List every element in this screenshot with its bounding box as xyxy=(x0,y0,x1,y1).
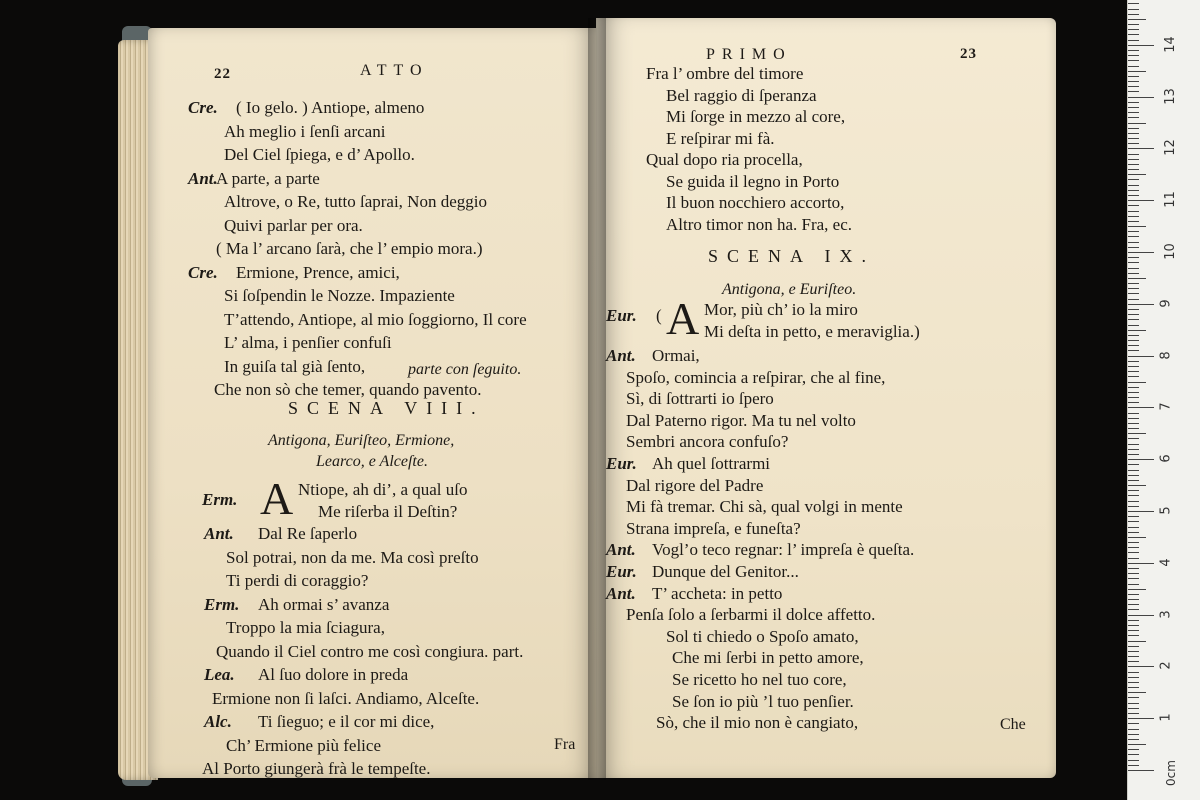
ruler-tick xyxy=(1128,123,1146,124)
verse-line: Sol ti chiedo o Spoſo amato, xyxy=(666,626,859,646)
verse-line: Troppo la mia ſciagura, xyxy=(226,618,385,637)
verse-line: ( Ma l’ arcano ſarà, che l’ empio mora.) xyxy=(216,239,483,258)
ruler-number: 13 xyxy=(1162,87,1178,105)
verse-line: Del Ciel ſpiega, e d’ Apollo. xyxy=(224,145,415,164)
ruler-tick xyxy=(1128,635,1139,636)
ruler-tick xyxy=(1128,309,1139,310)
ruler-tick xyxy=(1128,501,1139,502)
verse-line: Mi ſorge in mezzo al core, xyxy=(666,107,846,126)
ruler-tick xyxy=(1128,641,1146,642)
ruler-tick xyxy=(1128,770,1154,771)
ruler-tick xyxy=(1128,527,1139,528)
verse-line: L’ alma, i penſier confuſi xyxy=(224,333,392,352)
ruler-tick xyxy=(1128,692,1146,693)
speaker-label: Erm. xyxy=(202,490,238,509)
speaker-label: Cre. xyxy=(188,262,218,282)
ruler-tick xyxy=(1128,459,1154,460)
ruler-tick xyxy=(1128,708,1139,709)
verse-line: Qual dopo ria procella, xyxy=(646,150,803,169)
ruler-number: 3 xyxy=(1158,609,1174,619)
ruler-tick xyxy=(1128,143,1139,144)
verse-line: Se ſon io più ’l tuo penſier. xyxy=(672,691,854,711)
ruler-tick xyxy=(1128,485,1146,486)
verse-line: Bel raggio di ſperanza xyxy=(666,85,817,105)
ruler-tick xyxy=(1128,257,1139,258)
ruler-tick xyxy=(1128,589,1146,590)
ruler-tick xyxy=(1128,231,1139,232)
ruler-tick xyxy=(1128,154,1139,155)
measuring-ruler xyxy=(1127,0,1200,800)
ruler-tick xyxy=(1128,433,1146,434)
verse-line: Se guida il legno in Porto xyxy=(666,171,840,191)
ruler-tick xyxy=(1128,537,1146,538)
ruler-number: 7 xyxy=(1158,402,1174,412)
ruler-tick xyxy=(1128,211,1139,212)
ruler-tick xyxy=(1128,252,1154,253)
verse-line: E reſpirar mi fà. xyxy=(666,128,775,148)
verse-line: Sì, di ſottrarti io ſpero xyxy=(626,389,774,409)
ruler-number: 14 xyxy=(1162,36,1178,53)
scene-heading: SCENA VIII. xyxy=(288,398,485,418)
ruler-tick xyxy=(1128,60,1139,61)
ruler-number: 12 xyxy=(1162,139,1178,157)
ruler-tick xyxy=(1128,438,1139,439)
ruler-tick xyxy=(1128,9,1139,10)
verse-line: Penſa ſolo a ſerbarmi il dolce affetto. xyxy=(626,605,876,625)
ruler-tick xyxy=(1128,340,1139,341)
verse-line: Al Porto giungerà frà le tempeſte. xyxy=(202,759,431,778)
ruler-tick xyxy=(1128,749,1139,750)
verse-line: Il buon nocchiero accorto, xyxy=(666,193,845,212)
ruler-tick xyxy=(1128,24,1139,25)
ruler-tick xyxy=(1128,397,1139,398)
ruler-tick xyxy=(1128,542,1139,543)
ruler-tick xyxy=(1128,350,1139,351)
ruler-tick xyxy=(1128,516,1139,517)
speaker-label: Ant. xyxy=(204,524,234,543)
ruler-tick xyxy=(1128,288,1139,289)
ruler-tick xyxy=(1128,278,1146,279)
cast-list: Antigona, Euriſteo, Ermione, xyxy=(268,432,455,449)
book-gutter xyxy=(588,18,606,780)
ruler-tick xyxy=(1128,91,1139,92)
verse-line: Dunque del Genitor... xyxy=(652,562,799,581)
ruler-tick xyxy=(1128,558,1139,559)
ruler-tick xyxy=(1128,299,1139,300)
ruler-tick xyxy=(1128,200,1154,201)
ruler-tick xyxy=(1128,169,1139,170)
ruler-tick xyxy=(1128,661,1139,662)
ruler-tick xyxy=(1128,744,1146,745)
ruler-tick xyxy=(1128,304,1154,305)
drop-cap: A xyxy=(666,293,700,344)
ruler-number xyxy=(1163,0,1178,1)
ruler-tick xyxy=(1128,262,1139,263)
ruler-tick xyxy=(1128,651,1139,652)
ruler-tick xyxy=(1128,454,1139,455)
ruler-tick xyxy=(1128,71,1146,72)
ruler-tick xyxy=(1128,190,1139,191)
verse-line: Ti ſieguo; e il cor mi dice, xyxy=(258,712,435,731)
verse-line: Ah ormai s’ avanza xyxy=(258,594,390,614)
ruler-tick xyxy=(1128,19,1146,20)
ruler-tick xyxy=(1128,164,1139,165)
ruler-tick xyxy=(1128,102,1139,103)
ruler-tick xyxy=(1128,148,1154,149)
catchword: Che xyxy=(1000,716,1026,733)
verse-line: T’ accheta: in petto xyxy=(652,583,783,603)
left-page xyxy=(148,28,600,778)
ruler-tick xyxy=(1128,754,1139,755)
ruler-tick xyxy=(1128,345,1139,346)
verse-line: Quando il Ciel contro me così congiura. part. xyxy=(216,641,524,661)
ruler-tick xyxy=(1128,293,1139,294)
ruler-tick xyxy=(1128,568,1139,569)
ruler-tick xyxy=(1128,319,1139,320)
ruler-tick xyxy=(1128,128,1139,129)
verse-line: Vogl’o teco regnar: l’ impreſa è queſta. xyxy=(652,540,915,560)
ruler-tick xyxy=(1128,480,1139,481)
ruler-tick xyxy=(1128,3,1139,4)
verse-line: Sembri ancora confuſo? xyxy=(626,432,789,452)
verse-line: Ch’ Ermione più felice xyxy=(226,735,381,755)
ruler-tick xyxy=(1128,470,1139,471)
ruler-tick xyxy=(1128,283,1139,284)
ruler-tick xyxy=(1128,382,1146,383)
ruler-tick xyxy=(1128,138,1139,139)
verse-line: Strana impreſa, e funeſta? xyxy=(626,518,801,538)
ruler-unit-label: 0cm xyxy=(1163,760,1178,786)
speaker-label: Cre. xyxy=(188,98,218,117)
ruler-tick xyxy=(1128,76,1139,77)
ruler-tick xyxy=(1128,646,1139,647)
verse-line: Ormai, xyxy=(652,346,700,365)
cast-list: Antigona, e Euriſteo. xyxy=(722,281,857,298)
speaker-label: Alc. xyxy=(204,712,232,731)
ruler-tick xyxy=(1128,656,1139,657)
ruler-tick xyxy=(1128,361,1139,362)
ruler-tick xyxy=(1128,242,1139,243)
ruler-tick xyxy=(1128,682,1139,683)
ruler-tick xyxy=(1128,174,1146,175)
verse-line: Ti perdi di coraggio? xyxy=(226,571,369,590)
ruler-tick xyxy=(1128,552,1139,553)
ruler-tick xyxy=(1128,511,1154,512)
ruler-tick xyxy=(1128,625,1139,626)
speaker-label: Ant. xyxy=(606,540,636,560)
verse-line: Ermione, Prence, amici, xyxy=(236,262,400,282)
scene-heading: SCENA IX. xyxy=(708,246,876,266)
verse-line: T’attendo, Antiope, al mio ſoggiorno, Il core xyxy=(224,309,527,329)
ruler-tick xyxy=(1128,734,1139,735)
ruler-tick xyxy=(1128,50,1139,51)
ruler-number: 9 xyxy=(1158,299,1174,308)
ruler-tick xyxy=(1128,45,1154,46)
ruler-tick xyxy=(1128,765,1139,766)
ruler-tick xyxy=(1128,247,1139,248)
ruler-tick xyxy=(1128,86,1139,87)
verse-line: Dal rigore del Padre xyxy=(626,475,764,495)
catchword: Fra xyxy=(554,736,576,753)
verse-line: Altrove, o Re, tutto ſaprai, Non deggio xyxy=(224,192,487,211)
ruler-tick xyxy=(1128,723,1139,724)
verse-line: Ah meglio i ſenſi arcani xyxy=(224,121,386,141)
verse-line: Sò, che il mio non è cangiato, xyxy=(656,713,859,733)
ruler-tick xyxy=(1128,216,1139,217)
ruler-tick xyxy=(1128,387,1139,388)
ruler-tick xyxy=(1128,615,1154,616)
ruler-tick xyxy=(1128,475,1139,476)
ruler-tick xyxy=(1128,40,1139,41)
verse-line: Ermione non ſi laſci. Andiamo, Alceſte. xyxy=(212,688,480,708)
ruler-tick xyxy=(1128,376,1139,377)
speaker-label: Lea. xyxy=(204,665,235,684)
verse-line: Mi fà tremar. Chi sà, qual volgi in mente xyxy=(626,497,903,517)
page-number: 23 xyxy=(960,46,977,62)
ruler-tick xyxy=(1128,703,1139,704)
verse-line: Ntiope, ah di’, a qual uſo xyxy=(298,480,468,499)
verse-line: Quivi parlar per ora. xyxy=(224,215,363,235)
ruler-tick xyxy=(1128,423,1139,424)
ruler-tick xyxy=(1128,159,1139,160)
ruler-tick xyxy=(1128,107,1139,108)
ruler-tick xyxy=(1128,547,1139,548)
ruler-tick xyxy=(1128,117,1139,118)
ruler-tick xyxy=(1128,413,1139,414)
ruler-tick xyxy=(1128,325,1139,326)
ruler-tick xyxy=(1128,314,1139,315)
ruler-tick xyxy=(1128,418,1139,419)
ruler-tick xyxy=(1128,578,1139,579)
drop-cap: A xyxy=(260,473,294,524)
ruler-tick xyxy=(1128,392,1139,393)
ruler-tick xyxy=(1128,226,1146,227)
ruler-tick xyxy=(1128,672,1139,673)
ruler-tick xyxy=(1128,464,1139,465)
verse-line: Me riſerba il Deſtin? xyxy=(318,502,458,521)
ruler-number: 1 xyxy=(1158,713,1174,722)
ruler-tick xyxy=(1128,371,1139,372)
speaker-label: Eur. xyxy=(606,306,637,325)
ruler-tick xyxy=(1128,521,1139,522)
ruler-tick xyxy=(1128,66,1139,67)
open-book xyxy=(118,18,1056,782)
ruler-tick xyxy=(1128,584,1139,585)
ruler-tick xyxy=(1128,195,1139,196)
cast-list: Learco, e Alceſte. xyxy=(316,453,428,470)
ruler-tick xyxy=(1128,677,1139,678)
running-head: PRIMO xyxy=(706,46,792,63)
ruler-tick xyxy=(1128,356,1154,357)
ruler-tick xyxy=(1128,490,1139,491)
ruler-tick xyxy=(1128,133,1139,134)
ruler-tick xyxy=(1128,185,1139,186)
ruler-tick xyxy=(1128,506,1139,507)
ruler-tick xyxy=(1128,273,1139,274)
ruler-tick xyxy=(1128,97,1154,98)
speaker-label: Ant. xyxy=(606,346,636,365)
ruler-tick xyxy=(1128,599,1139,600)
ruler-tick xyxy=(1128,449,1139,450)
speaker-label: Eur. xyxy=(606,562,637,581)
speaker-label: Erm. xyxy=(204,594,240,614)
ruler-tick xyxy=(1128,573,1139,574)
ruler-tick xyxy=(1128,366,1139,367)
ruler-tick xyxy=(1128,179,1139,180)
ruler-tick xyxy=(1128,620,1139,621)
ruler-tick xyxy=(1128,609,1139,610)
ruler-tick xyxy=(1128,604,1139,605)
ruler-tick xyxy=(1128,55,1139,56)
verse-line: Spoſo, comincia a reſpirar, che al fine, xyxy=(626,367,886,387)
ruler-tick xyxy=(1128,112,1139,113)
page-number: 22 xyxy=(214,66,231,82)
ruler-tick xyxy=(1128,268,1139,269)
verse-line: Mor, più ch’ io la miro xyxy=(704,300,858,319)
ruler-number: 2 xyxy=(1158,661,1174,671)
ruler-tick xyxy=(1128,563,1154,564)
right-page xyxy=(596,18,1056,778)
ruler-number: 4 xyxy=(1158,558,1174,567)
ruler-number: 11 xyxy=(1162,191,1178,208)
speaker-label: Ant. xyxy=(606,583,636,603)
verse-line: Ah quel ſottrarmi xyxy=(652,454,771,473)
ruler-tick xyxy=(1128,594,1139,595)
ruler-tick xyxy=(1128,221,1139,222)
verse-line: Fra l’ ombre del timore xyxy=(646,64,804,83)
ruler-tick xyxy=(1128,29,1139,30)
ruler-tick xyxy=(1128,236,1139,237)
ruler-tick xyxy=(1128,739,1139,740)
ruler-tick xyxy=(1128,407,1154,408)
running-head: ATTO xyxy=(360,62,429,79)
ruler-tick xyxy=(1128,630,1139,631)
ruler-number: 10 xyxy=(1162,243,1178,260)
verse-line: In guiſa tal già ſento, xyxy=(224,356,366,376)
ruler-tick xyxy=(1128,697,1139,698)
verse-line: Altro timor non ha. Fra, ec. xyxy=(666,214,853,234)
ruler-number: 8 xyxy=(1158,350,1174,360)
verse-line: Dal Paterno rigor. Ma tu nel volto xyxy=(626,410,856,430)
speaker-label: Ant. xyxy=(188,168,218,188)
verse-line: Se ricetto ho nel tuo core, xyxy=(672,670,847,689)
verse-line: ( Io gelo. ) Antiope, almeno xyxy=(236,98,425,117)
verse-line: A parte, a parte xyxy=(216,168,320,188)
ruler-tick xyxy=(1128,729,1139,730)
ruler-tick xyxy=(1128,14,1139,15)
verse-line: Mi deſta in petto, e meraviglia.) xyxy=(704,322,920,341)
ruler-tick xyxy=(1128,532,1139,533)
ruler-tick xyxy=(1128,402,1139,403)
ruler-tick xyxy=(1128,205,1139,206)
ruler-tick xyxy=(1128,687,1139,688)
ruler-tick xyxy=(1128,335,1139,336)
ruler-tick xyxy=(1128,330,1146,331)
ruler-tick xyxy=(1128,666,1154,667)
verse-line: Sol potrai, non da me. Ma così preſto xyxy=(226,547,479,567)
ruler-tick xyxy=(1128,495,1139,496)
ruler-tick xyxy=(1128,713,1139,714)
speaker-label: Eur. xyxy=(606,454,637,473)
ruler-number: 5 xyxy=(1158,506,1174,515)
paren: ( xyxy=(656,306,662,325)
ruler-tick xyxy=(1128,760,1139,761)
ruler-tick xyxy=(1128,428,1139,429)
ruler-tick xyxy=(1128,444,1139,445)
verse-line: Dal Re ſaperlo xyxy=(258,524,358,543)
verse-line: Si ſoſpendin le Nozze. Impaziente xyxy=(224,286,455,305)
ruler-tick xyxy=(1128,718,1154,719)
verse-line: Che non sò che temer, quando pavento. xyxy=(214,380,482,399)
ruler-tick xyxy=(1128,81,1139,82)
verse-line: Che mi ſerbi in petto amore, xyxy=(672,648,864,668)
verse-line: Al ſuo dolore in preda xyxy=(258,665,409,684)
ruler-tick xyxy=(1128,34,1139,35)
ruler-number: 6 xyxy=(1158,454,1174,463)
exit-stage-direction: parte con ſeguito. xyxy=(408,361,522,378)
